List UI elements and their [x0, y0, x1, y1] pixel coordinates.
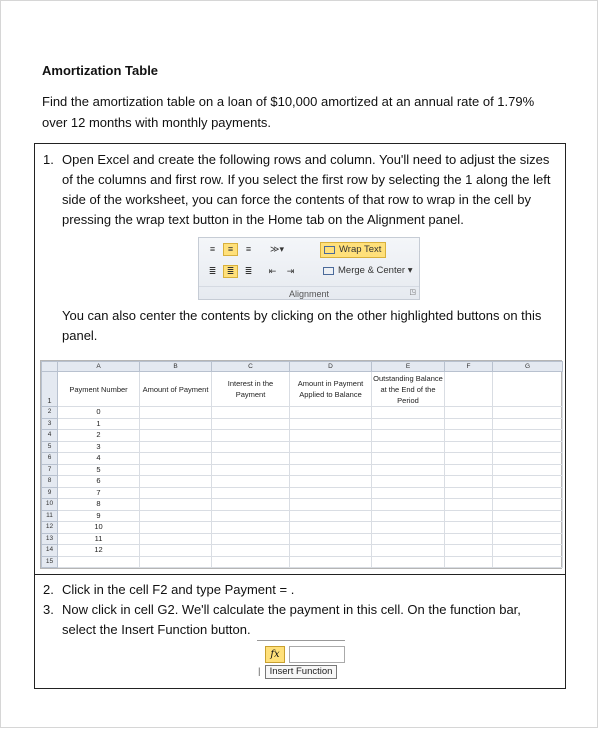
align-left-icon[interactable]: ≣	[208, 266, 217, 276]
table-row	[42, 418, 563, 430]
alignment-group-label: Alignment	[199, 286, 419, 299]
cell[interactable]	[445, 545, 493, 557]
step-3	[43, 600, 558, 640]
cell[interactable]	[445, 407, 493, 419]
row-header[interactable]: 5	[42, 441, 58, 453]
row-header[interactable]: 7	[42, 464, 58, 476]
cell[interactable]	[290, 407, 372, 419]
cell[interactable]	[493, 453, 563, 465]
table-row	[42, 476, 563, 488]
column-header-row	[42, 362, 563, 372]
cell[interactable]	[445, 464, 493, 476]
alignment-ribbon-panel	[198, 237, 420, 300]
formula-bar-input[interactable]	[289, 646, 345, 663]
table-row	[42, 430, 563, 442]
align-center-icon[interactable]: ≣	[223, 265, 238, 278]
select-all-corner[interactable]	[42, 362, 58, 372]
cell[interactable]: 4	[58, 453, 140, 465]
spreadsheet	[40, 360, 562, 569]
cell[interactable]	[140, 556, 212, 568]
cell[interactable]	[212, 441, 290, 453]
cell[interactable]	[372, 545, 445, 557]
step-2	[43, 580, 558, 600]
row-header[interactable]: 1	[42, 372, 58, 407]
step-text: Click in the cell F2 and type Payment = .	[62, 582, 295, 597]
step-1	[43, 150, 553, 230]
step-text: Now click in cell G2. We'll calculate the payment in this cell. On the function bar, select the Insert Function button.	[62, 602, 521, 637]
table-row	[42, 372, 563, 407]
instructions-box	[34, 143, 566, 689]
cell[interactable]	[290, 556, 372, 568]
cell[interactable]	[212, 499, 290, 511]
cell[interactable]: 2	[58, 430, 140, 442]
row-header[interactable]: 15	[42, 556, 58, 568]
cell[interactable]: 3	[58, 441, 140, 453]
chevron-down-icon: ▾	[407, 265, 413, 276]
dialog-launcher-icon[interactable]: ◳	[409, 289, 416, 296]
table-row	[42, 510, 563, 522]
cell[interactable]	[372, 510, 445, 522]
align-middle-icon[interactable]: ≡	[223, 243, 238, 256]
cell[interactable]	[445, 441, 493, 453]
table-row	[42, 407, 563, 419]
cell[interactable]	[372, 487, 445, 499]
cell[interactable]	[140, 418, 212, 430]
merge-center-button[interactable]	[320, 264, 420, 280]
cell[interactable]: Outstanding Balance at the End of the Period	[373, 373, 443, 405]
row-header[interactable]: 14	[42, 545, 58, 557]
orientation-icon[interactable]: ≫▾	[270, 244, 284, 254]
row-header[interactable]: 4	[42, 430, 58, 442]
cell[interactable]	[58, 556, 140, 568]
cell[interactable]	[290, 499, 372, 511]
cell[interactable]	[493, 499, 563, 511]
cell[interactable]	[493, 430, 563, 442]
cell[interactable]	[493, 372, 563, 407]
table-row	[42, 545, 563, 557]
cell[interactable]: 8	[58, 499, 140, 511]
cell[interactable]	[372, 430, 445, 442]
decrease-indent-icon[interactable]: ⇤	[268, 266, 277, 276]
merge-center-label: Merge & Center	[338, 265, 406, 276]
cell[interactable]	[372, 476, 445, 488]
insert-function-button[interactable]: fx	[265, 646, 285, 663]
table-row	[42, 453, 563, 465]
cell[interactable]	[372, 464, 445, 476]
cell[interactable]	[290, 464, 372, 476]
cell[interactable]	[212, 476, 290, 488]
table-row	[42, 499, 563, 511]
column-header[interactable]: E	[372, 362, 445, 372]
wrap-text-button[interactable]	[320, 242, 386, 258]
cell[interactable]	[140, 545, 212, 557]
step-number: 1.	[43, 152, 54, 167]
cell[interactable]	[445, 372, 493, 407]
cell[interactable]	[140, 522, 212, 534]
cell[interactable]	[493, 464, 563, 476]
cell[interactable]	[290, 441, 372, 453]
cell[interactable]: 1	[58, 418, 140, 430]
cell[interactable]	[290, 522, 372, 534]
cell[interactable]	[445, 499, 493, 511]
wrap-text-label: Wrap Text	[339, 244, 382, 255]
formula-bar-separator-icon: |	[258, 666, 261, 677]
row-header[interactable]: 2	[42, 407, 58, 419]
cell[interactable]	[290, 418, 372, 430]
cell[interactable]	[212, 522, 290, 534]
cell[interactable]	[140, 430, 212, 442]
cell[interactable]	[140, 407, 212, 419]
cell[interactable]: 7	[58, 487, 140, 499]
cell[interactable]	[372, 407, 445, 419]
wrap-text-icon	[324, 246, 335, 254]
cell[interactable]	[212, 510, 290, 522]
column-header[interactable]: G	[493, 362, 563, 372]
align-top-icon[interactable]: ≡	[209, 244, 216, 254]
cell[interactable]	[493, 556, 563, 568]
cell[interactable]	[445, 556, 493, 568]
cell[interactable]: 5	[58, 464, 140, 476]
cell[interactable]	[372, 533, 445, 545]
cell[interactable]	[140, 510, 212, 522]
cell[interactable]: 9	[58, 510, 140, 522]
align-bottom-icon[interactable]: ≡	[245, 244, 252, 254]
table-row	[42, 441, 563, 453]
section-divider	[35, 574, 565, 575]
cell[interactable]	[290, 453, 372, 465]
cell[interactable]: 6	[58, 476, 140, 488]
cell[interactable]	[212, 464, 290, 476]
cell[interactable]	[372, 441, 445, 453]
cell[interactable]: Amount of Payment	[140, 372, 212, 407]
cell[interactable]: 10	[58, 522, 140, 534]
cell[interactable]	[372, 453, 445, 465]
cell[interactable]	[493, 407, 563, 419]
cell[interactable]	[212, 430, 290, 442]
cell[interactable]	[140, 499, 212, 511]
column-header[interactable]: D	[290, 362, 372, 372]
step-text: Open Excel and create the following rows and column. You'll need to adjust the sizes of the columns and first row. If you select the first row by selecting the 1 along the left side of the worksheet, you can force the contents of that row to wrap in the cell by pressing the wrap text button in the Home tab on the Alignment panel.	[62, 152, 551, 227]
cell[interactable]	[372, 556, 445, 568]
cell[interactable]	[493, 533, 563, 545]
row-header[interactable]: 13	[42, 533, 58, 545]
cell[interactable]	[445, 476, 493, 488]
increase-indent-icon[interactable]: ⇥	[286, 266, 295, 276]
row-header[interactable]: 11	[42, 510, 58, 522]
cell[interactable]	[140, 453, 212, 465]
cell[interactable]	[140, 464, 212, 476]
cell[interactable]: 0	[58, 407, 140, 419]
table-row	[42, 487, 563, 499]
row-header[interactable]: 9	[42, 487, 58, 499]
merge-center-icon	[323, 267, 334, 275]
row-header[interactable]: 10	[42, 499, 58, 511]
cell[interactable]	[140, 476, 212, 488]
row-header[interactable]: 3	[42, 418, 58, 430]
cell[interactable]	[212, 545, 290, 557]
step-1-note: You can also center the contents by clicking on the other highlighted buttons on this panel.	[62, 308, 542, 343]
table-row	[42, 522, 563, 534]
cell[interactable]: 11	[58, 533, 140, 545]
cell[interactable]	[290, 545, 372, 557]
cell[interactable]	[445, 533, 493, 545]
toolbar-line	[257, 640, 345, 641]
cell[interactable]	[493, 510, 563, 522]
cell[interactable]	[493, 476, 563, 488]
cell[interactable]	[290, 476, 372, 488]
intro-paragraph: Find the amortization table on a loan of $10,000 amortized at an annual rate of 1.79% over 12 months with monthly payments.	[42, 94, 535, 130]
cell[interactable]	[445, 430, 493, 442]
cell[interactable]	[372, 418, 445, 430]
cell[interactable]	[372, 522, 445, 534]
table-row	[42, 556, 563, 568]
row-header[interactable]: 6	[42, 453, 58, 465]
cell[interactable]	[290, 510, 372, 522]
step-number: 3.	[43, 602, 54, 617]
cell[interactable]	[493, 487, 563, 499]
page-title: Amortization Table	[42, 63, 159, 78]
cell[interactable]	[445, 418, 493, 430]
align-right-icon[interactable]: ≣	[244, 266, 253, 276]
cell[interactable]	[212, 556, 290, 568]
cell[interactable]	[140, 441, 212, 453]
insert-function-snippet	[257, 636, 347, 682]
cell[interactable]	[445, 510, 493, 522]
table-row	[42, 533, 563, 545]
cell[interactable]	[372, 499, 445, 511]
row-header[interactable]: 8	[42, 476, 58, 488]
cell[interactable]: Interest in the Payment	[212, 372, 290, 407]
cell[interactable]	[290, 430, 372, 442]
cell[interactable]	[212, 418, 290, 430]
cell[interactable]: Amount in Payment Applied to Balance	[290, 372, 372, 407]
cell[interactable]	[212, 407, 290, 419]
column-header[interactable]: A	[58, 362, 140, 372]
cell[interactable]	[493, 545, 563, 557]
row-header[interactable]: 12	[42, 522, 58, 534]
sheet-body	[42, 407, 563, 568]
cell[interactable]	[493, 418, 563, 430]
column-header[interactable]: F	[445, 362, 493, 372]
cell[interactable]: Payment Number	[58, 372, 140, 407]
cell[interactable]	[493, 522, 563, 534]
cell[interactable]	[290, 487, 372, 499]
cell[interactable]	[212, 487, 290, 499]
column-header[interactable]: C	[212, 362, 290, 372]
cell[interactable]	[140, 533, 212, 545]
cell[interactable]	[445, 487, 493, 499]
cell[interactable]	[493, 441, 563, 453]
cell[interactable]	[445, 522, 493, 534]
cell[interactable]	[140, 487, 212, 499]
table-row	[42, 464, 563, 476]
cell[interactable]	[290, 533, 372, 545]
cell[interactable]: 12	[58, 545, 140, 557]
cell[interactable]	[212, 453, 290, 465]
insert-function-tooltip: Insert Function	[265, 665, 337, 679]
cell[interactable]	[212, 533, 290, 545]
column-header[interactable]: B	[140, 362, 212, 372]
cell[interactable]	[445, 453, 493, 465]
step-number: 2.	[43, 582, 54, 597]
